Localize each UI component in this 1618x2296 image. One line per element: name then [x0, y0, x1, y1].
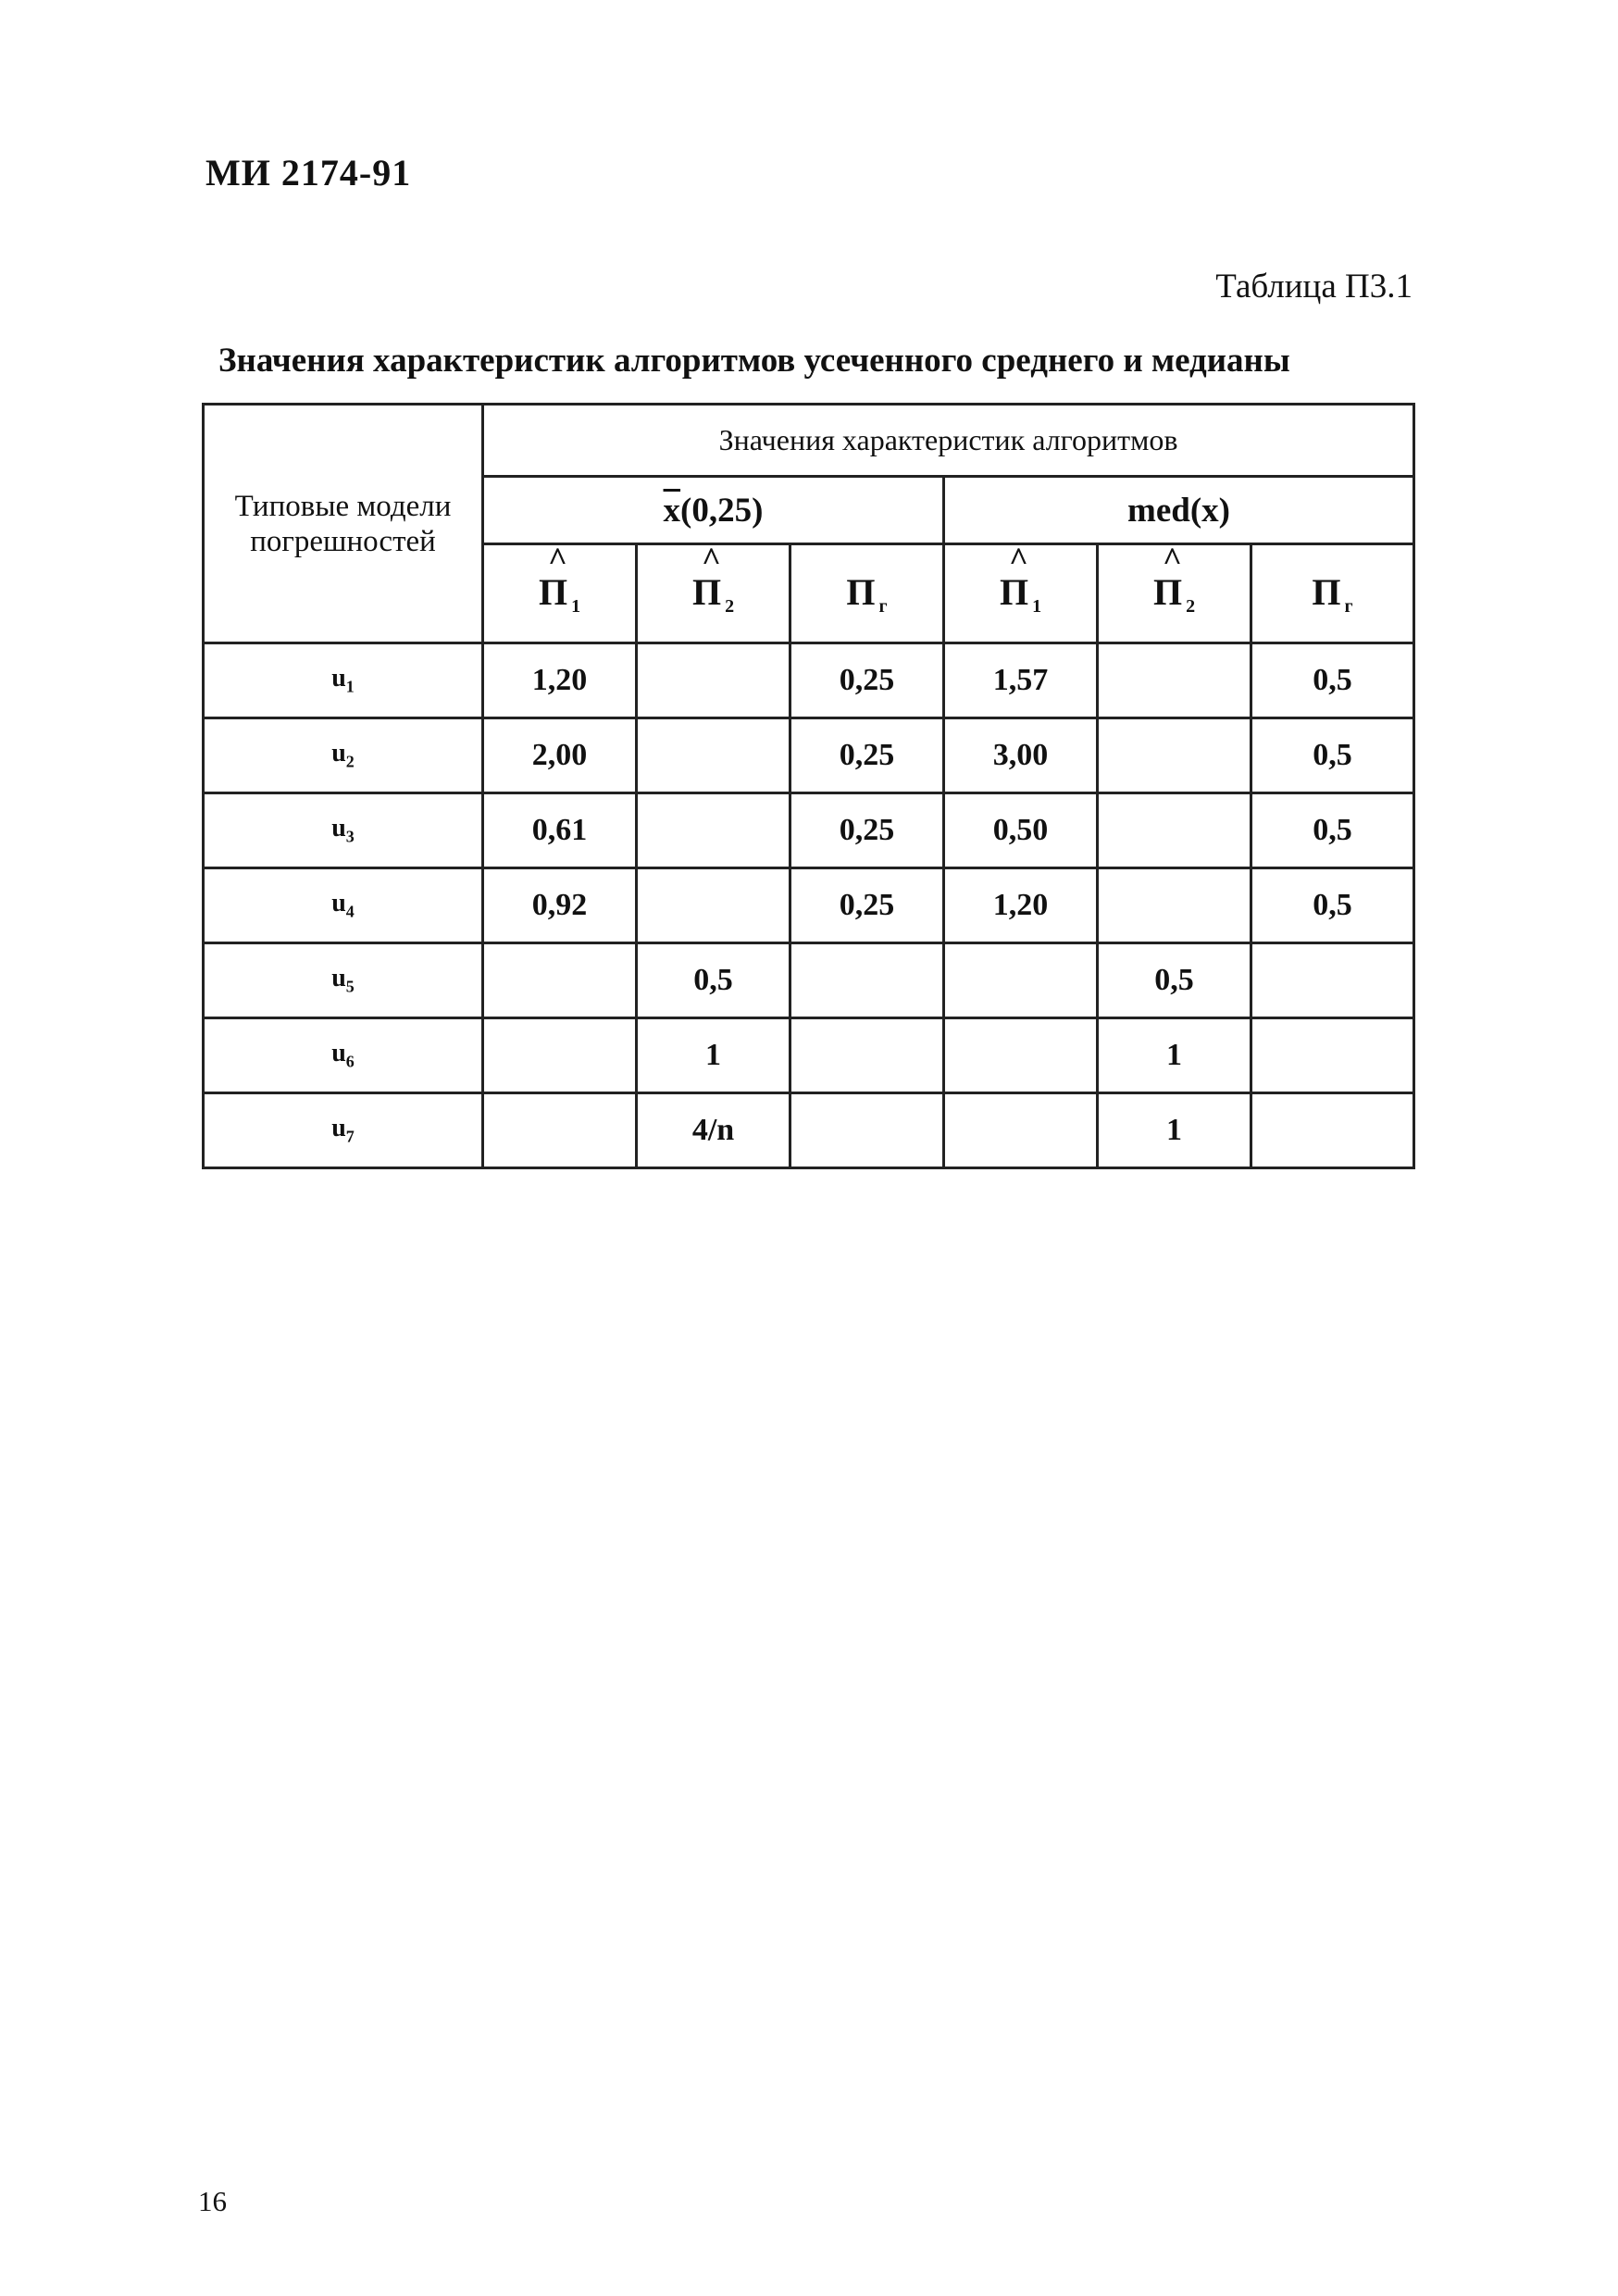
column-symbol-letter: П — [846, 570, 876, 613]
model-cell — [204, 718, 483, 793]
column-symbol-subscript: г — [878, 595, 888, 617]
hat-accent: ^ — [1162, 540, 1182, 578]
table-row — [204, 643, 1414, 718]
model-subscript: 2 — [345, 752, 355, 771]
column-symbol — [691, 540, 735, 618]
column-header-4 — [944, 540, 1098, 643]
group-header: Значения характеристик алгоритмов — [483, 405, 1414, 477]
column-header-5 — [1098, 540, 1251, 643]
models-header-line1: Типовые модели — [234, 489, 452, 523]
value-cell — [1098, 793, 1251, 868]
model-subscript: 7 — [345, 1127, 355, 1146]
table-row — [204, 868, 1414, 943]
value-cell: 1 — [1098, 1018, 1251, 1093]
value-cell: 0,5 — [1251, 643, 1414, 718]
column-header-3 — [790, 544, 944, 643]
column-symbol — [1152, 540, 1196, 618]
hat-accent: ^ — [701, 540, 721, 578]
column-symbol — [999, 540, 1042, 618]
value-cell: 0,25 — [790, 643, 944, 718]
value-cell: 1,20 — [483, 643, 637, 718]
value-cell — [637, 793, 790, 868]
table-title: Значения характеристик алгоритмов усеченного среднего и медианы — [218, 342, 1290, 380]
model-symbol: u — [331, 1039, 346, 1068]
value-cell — [944, 943, 1098, 1018]
value-cell — [1251, 943, 1414, 1018]
value-cell: 0,25 — [790, 868, 944, 943]
models-header-line2: погрешностей — [250, 524, 436, 558]
table-row — [204, 1018, 1414, 1093]
model-cell — [204, 1018, 483, 1093]
page-number: 16 — [198, 2185, 227, 2217]
value-cell: 0,50 — [944, 793, 1098, 868]
model-subscript: 3 — [345, 827, 355, 846]
value-cell: 1,57 — [944, 643, 1098, 718]
value-cell — [483, 943, 637, 1018]
models-header — [204, 405, 483, 643]
model-cell — [204, 1093, 483, 1168]
model-subscript: 4 — [345, 902, 355, 921]
column-symbol-letter: П — [691, 570, 722, 613]
value-cell — [483, 1018, 637, 1093]
document-code: МИ 2174-91 — [205, 152, 412, 193]
algorithm-median-header: med(x) — [944, 477, 1414, 544]
model-symbol: u — [331, 664, 346, 693]
algorithm-trimmed-mean-header — [483, 477, 944, 544]
model-symbol: u — [331, 1114, 346, 1143]
characteristics-table — [202, 403, 1415, 1169]
value-cell — [1098, 868, 1251, 943]
table-row — [204, 943, 1414, 1018]
column-symbol-subscript: 1 — [1032, 595, 1042, 617]
column-symbol — [846, 570, 887, 618]
value-cell — [1251, 1018, 1414, 1093]
value-cell — [637, 868, 790, 943]
model-symbol: u — [331, 964, 346, 993]
model-symbol: u — [331, 739, 346, 768]
hat-accent: ^ — [547, 540, 567, 578]
column-symbol-subscript: 1 — [571, 595, 581, 617]
value-cell: 4/n — [637, 1093, 790, 1168]
table-row — [204, 793, 1414, 868]
column-symbol — [1312, 570, 1352, 618]
value-cell — [483, 1093, 637, 1168]
table-number: Таблица П3.1 — [1215, 268, 1413, 306]
table-row — [204, 1093, 1414, 1168]
column-header-1 — [483, 540, 637, 643]
model-cell — [204, 793, 483, 868]
value-cell: 1 — [1098, 1093, 1251, 1168]
model-cell — [204, 868, 483, 943]
column-symbol-subscript: 2 — [725, 595, 735, 617]
model-symbol: u — [331, 889, 346, 918]
model-symbol: u — [331, 814, 346, 843]
value-cell — [790, 943, 944, 1018]
column-header-6 — [1251, 544, 1414, 643]
model-subscript: 5 — [345, 977, 355, 996]
column-symbol-letter: П — [1312, 570, 1341, 613]
value-cell — [637, 718, 790, 793]
value-cell — [790, 1093, 944, 1168]
value-cell: 0,5 — [637, 943, 790, 1018]
column-symbol-letter: П — [999, 570, 1029, 613]
value-cell: 0,5 — [1251, 718, 1414, 793]
value-cell — [1098, 643, 1251, 718]
value-cell: 0,61 — [483, 793, 637, 868]
value-cell: 0,92 — [483, 868, 637, 943]
value-cell — [1098, 718, 1251, 793]
value-cell: 0,5 — [1251, 793, 1414, 868]
model-cell — [204, 943, 483, 1018]
column-symbol-letter: П — [1152, 570, 1183, 613]
trimmed-mean-args: (0,25) — [680, 491, 764, 530]
value-cell — [637, 643, 790, 718]
column-header-2 — [637, 540, 790, 643]
hat-accent: ^ — [1008, 540, 1028, 578]
value-cell — [1251, 1093, 1414, 1168]
value-cell: 0,25 — [790, 793, 944, 868]
value-cell: 0,5 — [1098, 943, 1251, 1018]
value-cell — [944, 1018, 1098, 1093]
model-subscript: 6 — [345, 1052, 355, 1071]
value-cell: 2,00 — [483, 718, 637, 793]
trimmed-mean-x: $\overline{x}$ — [663, 491, 681, 530]
table-row — [204, 718, 1414, 793]
value-cell: 1 — [637, 1018, 790, 1093]
value-cell: 1,20 — [944, 868, 1098, 943]
column-symbol-subscript: 2 — [1186, 595, 1196, 617]
value-cell: 3,00 — [944, 718, 1098, 793]
value-cell: 0,5 — [1251, 868, 1414, 943]
column-symbol — [538, 540, 581, 618]
value-cell: 0,25 — [790, 718, 944, 793]
model-subscript: 1 — [345, 677, 355, 696]
column-symbol-letter: П — [538, 570, 568, 613]
value-cell — [944, 1093, 1098, 1168]
model-cell — [204, 643, 483, 718]
value-cell — [790, 1018, 944, 1093]
column-symbol-subscript: г — [1344, 595, 1353, 617]
